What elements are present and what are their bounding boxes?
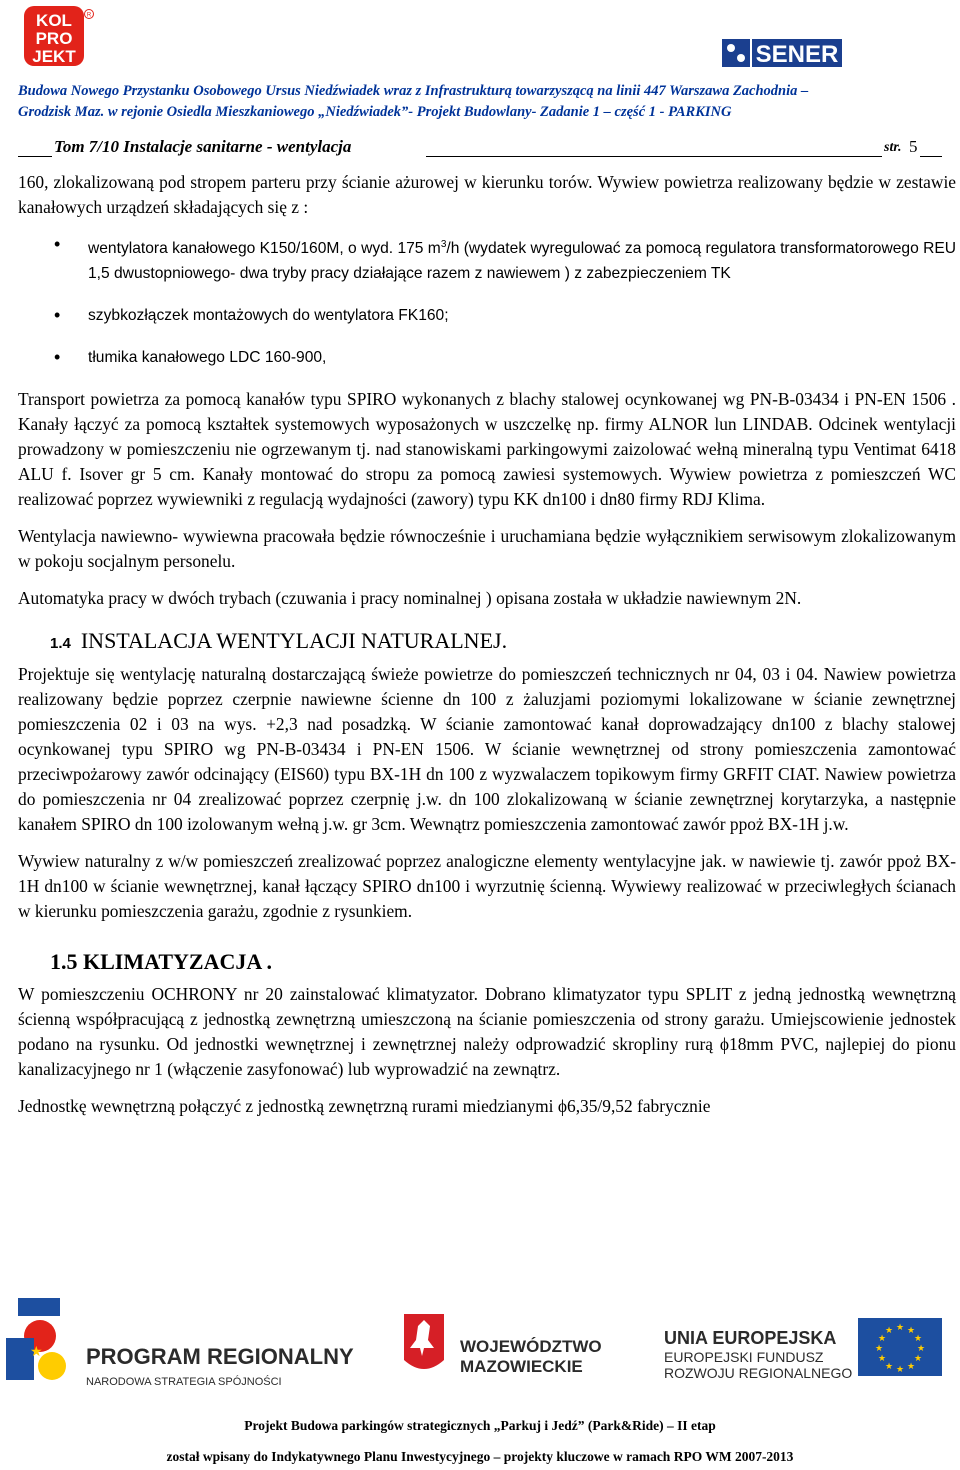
paragraph: Automatyka pracy w dwóch trybach (czuwania i pracy nominalnej ) opisana została w układzie nawiewnym 2N. [18,588,802,609]
section-heading-1-5: 1.5 KLIMATYZACJA . [50,949,273,975]
footer-project-line: Projekt Budowa parkingów strategicznych „Parkuj i Jedź” (Park&Ride) – II etap [244,1418,716,1433]
voivodeship-line-2: MAZOWIECKIE [460,1357,583,1376]
svg-text:★: ★ [874,1344,884,1354]
funding-logos [0,1296,960,1396]
component-list [18,232,956,370]
program-regionalny-logo [6,1298,354,1388]
list-item-text: wentylatora kanałowego K150/160M, o wyd. 175 m [88,240,441,258]
paragraph: Projektuje się wentylację naturalną dostarczającą świeże powietrze do pomieszczeń technicznych nr 04, 03 i 04. Nawiew powietrza realizowany będzie poprzez czerpnie nawiewne ścienne dn 100 z żaluzjami poziomymi lokalizowane w ścianie zewnętrznej pomieszczenia 02 i 03 na wys. +2,3 nad posadzką. W ścianie zamontować kanał doprowadzający dn100 z blachy stalowej ocynkowanej typu SPIRO wg PN-B-03434 i PN-EN 1506. W ścianie wewnętrznej od strony pomieszczenia zamontować przeciwpożarowy zawór odcinający (EIS60) typu BX-1H dn 100 z wyzwalaczem topikowym firmy GRFIT CIAT. Nawiew powietrza do pomieszczenia nr 04 zrealizować poprzez czerpnię j.w. dn 100 zlokalizowaną w ścianie zewnętrznej korytarzyka, a następnie kanałem SPIRO dn 100 izolowanym wełną j.w. gr 3cm. Wewnątrz pomieszczenia zamontować zawór ppoż BX-1H j.w. [18,664,956,835]
paragraph: Transport powietrza za pomocą kanałów typu SPIRO wykonanych z blachy stalowej ocynkowanej wg PN-B-03434 i PN-EN 1506 . Kanały łączyć za pomocą kształtek systemowych wyposażonych w uszczelkę np. firmy ALNOR lun LINDAB. Odcinek wentylacji prowadzony w pomieszczeniu nie ogrzewanym tj. nad stanowiskami parkingowymi zaizolować wełną mineralną typu Ventimat 6418 ALU f. Isover gr 5 cm. Kanały montować do stropu za pomocą zawiesi systemowych. Wywiew powietrza z pomieszczeń WC realizować poprzez wywiewniki z regulacją wydajności (zawory) typu KK dn100 i dn80 firmy RDJ Klima. [18,389,956,510]
svg-text:★: ★ [895,1323,905,1333]
svg-text:★: ★ [906,1362,916,1372]
page-label: str. [884,140,902,155]
section-heading-1-4 [18,627,956,658]
mazowieckie-logo [404,1314,602,1376]
svg-text:★: ★ [30,1343,43,1359]
svg-text:★: ★ [916,1344,926,1354]
paragraph: 160, zlokalizowaną pod stropem parteru przy ścianie ażurowej w kierunku torów. Wywiew powietrza realizowany będzie w zestawie kanałowych urządzeń składających się z : [18,172,956,217]
footer-plan-line: został wpisany do Indykatywnego Planu Inwestycyjnego – projekty kluczowe w ramach RPO WM 2007-2013 [166,1449,794,1464]
paragraph: Wentylacja nawiewno- wywiewna pracowała będzie równocześnie i uruchamiana będzie wyłącznikiem serwisowym zlokalizowanym w pokoju socjalnym personelu. [18,526,956,572]
svg-text:SENER: SENER [755,41,839,68]
program-subtitle: NARODOWA STRATEGIA SPÓJNOŚCI [86,1376,282,1388]
svg-text:★: ★ [877,1354,887,1364]
svg-text:★: ★ [884,1326,894,1336]
svg-text:★: ★ [913,1354,923,1364]
eu-line-2: EUROPEJSKI FUNDUSZ [664,1349,824,1365]
svg-text:★: ★ [877,1334,887,1344]
svg-text:KOL: KOL [36,11,72,30]
paragraph: Wywiew naturalny z w/w pomieszczeń zrealizować poprzez analogiczne elementy wentylacyjne jak. w nawiewie tj. zawór ppoż BX-1H dn100 w ścianie wewnętrznej, kanał łączący SPIRO dn100 i wyrzutnię ścienną. Wywiewy realizować w przeciwległych ścianach w kierunku pomieszczenia garażu, zgodnie z rysunkiem. [18,851,956,922]
svg-text:JEKT: JEKT [32,47,76,66]
volume-title: Tom 7/10 Instalacje sanitarne - wentylacja [54,137,352,156]
project-title-line-1: Budowa Nowego Przystanku Osobowego Ursus Niedźwiadek wraz z Infrastrukturą towarzyszącą na linii 447 Warszawa Zachodnia – [18,83,809,99]
project-title-line-2: Grodzisk Maz. w rejonie Osiedla Mieszkaniowego „Niedźwiadek”- Projekt Budowlany- Zadanie 1 – część 1 - PARKING [18,104,732,120]
svg-text:★: ★ [895,1365,905,1375]
svg-text:★: ★ [913,1334,923,1344]
svg-text:R: R [86,12,92,19]
list-item: • tłumika kanałowego LDC 160-900, [18,345,956,370]
eu-line-1: UNIA EUROPEJSKA [664,1328,837,1348]
section-number: 1.4 [50,635,71,653]
svg-text:★: ★ [884,1362,894,1372]
voivodeship-line-1: WOJEWÓDZTWO [460,1337,602,1356]
list-item-text: /h (wydatek wyregulować za pomocą regulatora transformatorowego REU 1,5 dwustopniowego- dwa tryby pracy działające razem z nawiewem ) z zabezpieczeniem TK [88,240,957,283]
svg-text:PRO: PRO [35,29,73,48]
paragraph: Jednostkę wewnętrzną połączyć z jednostką zewnętrzną rurami miedzianymi ϕ6,35/9,52 fabrycznie [18,1096,711,1117]
list-item: • szybkozłączek montażowych do wentylatora FK160; [18,303,956,328]
kolprojekt-logo [24,6,94,68]
section-title: INSTALACJA WENTYLACJI NATURALNEJ. [80,628,508,654]
page-number: 5 [909,137,918,156]
superscript: 3 [440,239,447,250]
sener-logo [722,38,842,68]
program-title: PROGRAM REGIONALNY [86,1344,354,1369]
document-body [18,170,956,1131]
eu-logo [664,1318,942,1381]
volume-header [18,137,942,161]
paragraph: W pomieszczeniu OCHRONY nr 20 zainstalować klimatyzator. Dobrano klimatyzator typu SPLIT z jedną jednostką wewnętrzną ścienną współpracującą z jednostką zewnętrzną umieszczoną na ścianie pomieszczenia od strony garażu. Umiejscowienie jednostek podano na rysunku. Od jednostki wewnętrznej i zewnętrznej należy odprowadzić skropliny rurą ϕ18mm PVC, najlepiej do pionu kanalizacyjnego nr 1 (włączenie zasyfonować) lub wyprowadzić na zewnątrz. [18,984,956,1080]
eu-line-3: ROZWOJU REGIONALNEGO [664,1365,853,1381]
svg-text:★: ★ [906,1326,916,1336]
list-item [18,232,956,286]
